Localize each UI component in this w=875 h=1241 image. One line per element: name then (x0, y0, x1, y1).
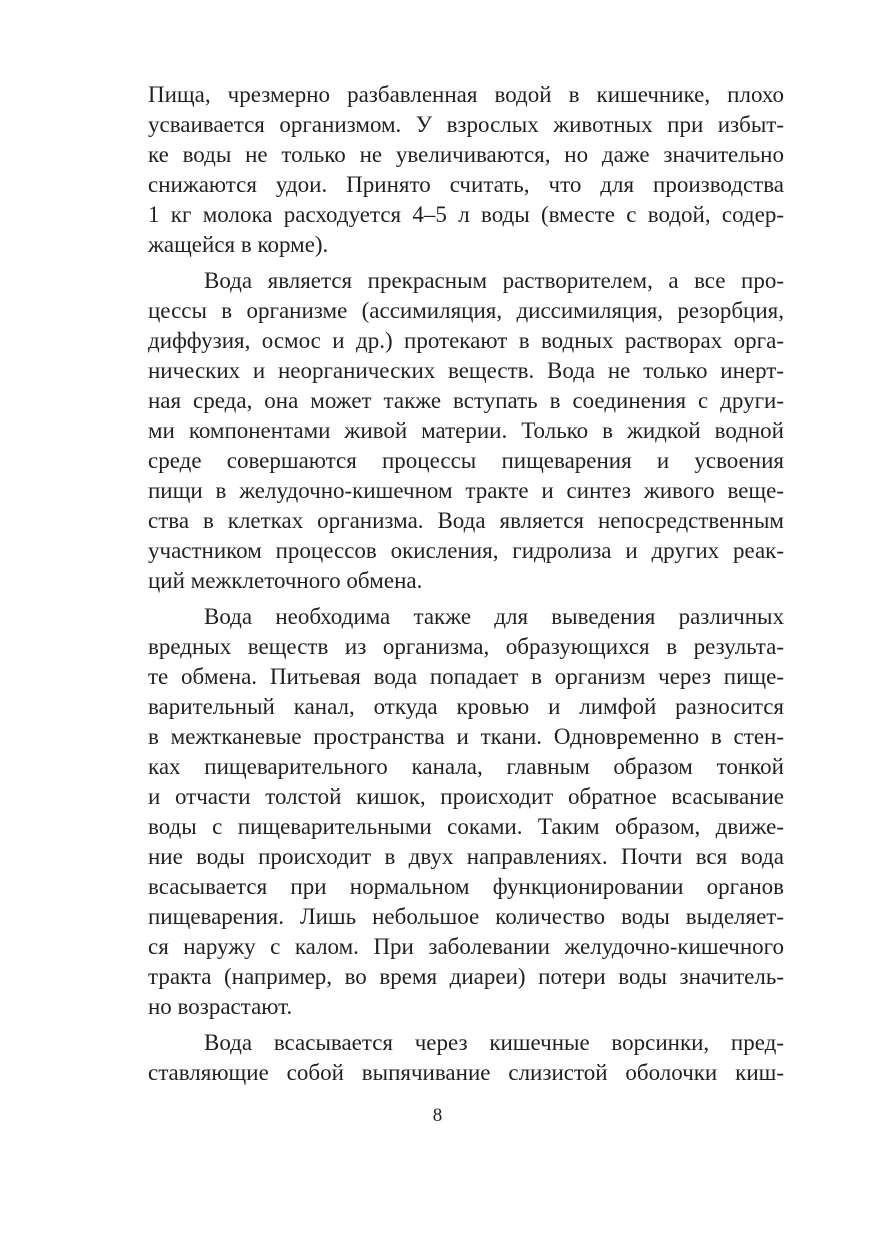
text-line: ми компонентами живой материи. Только в жидкой водной (148, 418, 784, 443)
text-line: ках пищеварительного канала, главным образом тонкой (148, 754, 784, 779)
paragraph (148, 266, 784, 596)
text-line: цессы в организме (ассимиляция, диссимиляция, резорбция, (148, 298, 784, 323)
text-line: варительный канал, откуда кровью и лимфой разносится (148, 694, 784, 719)
paragraph (148, 602, 784, 1022)
text-line: тракта (например, во время диареи) потери воды значитель- (148, 964, 784, 989)
text-line: и отчасти толстой кишок, происходит обратное всасывание (148, 784, 784, 809)
text-line: нических и неорганических веществ. Вода не только инерт- (148, 358, 784, 383)
text-line: участником процессов окисления, гидролиза и других реак- (148, 538, 784, 563)
text-line: снижаются удои. Принято считать, что для производства (148, 172, 784, 197)
text-line: Пища, чрезмерно разбавленная водой в кишечнике, плохо (148, 82, 784, 107)
text-line: среде совершаются процессы пищеварения и усвоения (148, 448, 784, 473)
text-line: диффузия, осмос и др.) протекают в водных растворах орга- (148, 328, 784, 353)
text-line: те обмена. Питьевая вода попадает в организм через пище- (148, 664, 784, 689)
page-body (148, 80, 784, 1088)
text-line: ся наружу с калом. При заболевании желудочно-кишечного (148, 934, 784, 959)
text-line: 1 кг молока расходуется 4–5 л воды (вместе с водой, содер- (148, 202, 784, 227)
text-line: ная среда, она может также вступать в соединения с други- (148, 388, 784, 413)
text-line: ставляющие собой выпячивание слизистой оболочки киш- (148, 1060, 784, 1085)
text-line: ке воды не только не увеличиваются, но даже значительно (148, 142, 784, 167)
page-number: 8 (432, 1105, 443, 1126)
text-line: всасывается при нормальном функционировании органов (148, 874, 784, 899)
text-line: Вода всасывается через кишечные ворсинки, пред- (204, 1030, 784, 1055)
paragraph (148, 1028, 784, 1088)
text-line: вредных веществ из организма, образующихся в результа- (148, 634, 784, 659)
text-line: ние воды происходит в двух направлениях. Почти вся вода (148, 844, 784, 869)
text-line: но возрастают. (148, 994, 293, 1019)
text-line: жащейся в корме). (148, 232, 329, 257)
paragraph (148, 80, 784, 260)
text-line: усваивается организмом. У взрослых животных при избыт- (148, 112, 784, 137)
text-line: ства в клетках организма. Вода является непосредственным (148, 508, 784, 533)
text-line: пищеварения. Лишь небольшое количество воды выделяет- (148, 904, 784, 929)
text-line: Вода необходима также для выведения различных (204, 604, 784, 629)
text-line: пищи в желудочно-кишечном тракте и синтез живого веще- (148, 478, 784, 503)
text-line: Вода является прекрасным растворителем, а все про- (204, 268, 784, 293)
text-line: в межтканевые пространства и ткани. Одновременно в стен- (148, 724, 784, 749)
text-line: воды с пищеварительными соками. Таким образом, движе- (148, 814, 784, 839)
text-line: ций межклеточного обмена. (148, 568, 423, 593)
